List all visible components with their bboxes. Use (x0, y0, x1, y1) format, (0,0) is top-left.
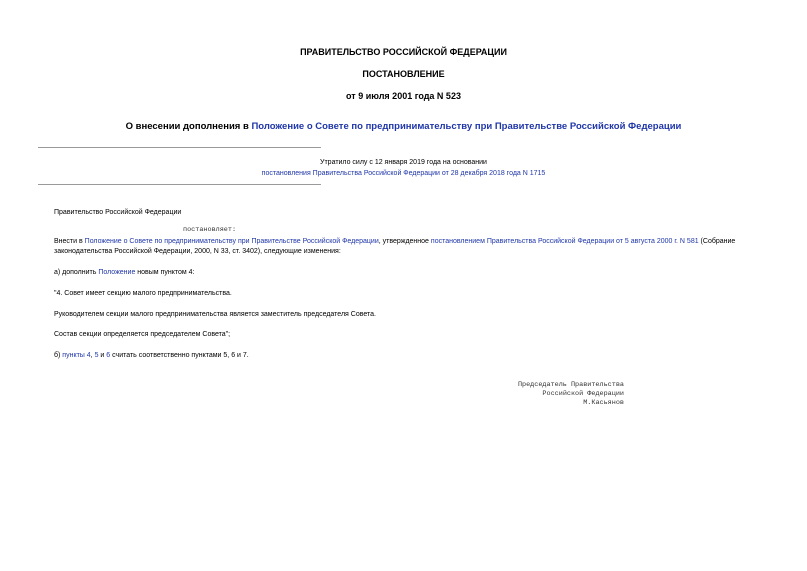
quote-line-3: Состав секции определяется председателем Совета"; (54, 331, 231, 338)
decree-581-link[interactable]: постановлением Правительства Российской Федерации от 5 августа 2000 г. N 581 (430, 238, 699, 245)
signature-position: Председатель Правительства (517, 381, 624, 389)
decree-word: постановляет: (183, 226, 237, 234)
item-a (54, 268, 194, 278)
item-a-regulation-link[interactable]: Положение (98, 269, 136, 276)
repeal-decree-link[interactable]: постановления Правительства Российской Федерации от 28 декабря 2018 года N 1715 (261, 170, 546, 177)
paragraph-1-text-c: (Собрание (698, 238, 736, 245)
item-b-point-6-link[interactable]: 6 (106, 352, 111, 359)
paragraph-1 (54, 237, 735, 247)
paragraph-1-text-a: Внести в (54, 238, 85, 245)
intro-text: Правительство Российской Федерации (54, 209, 182, 216)
quote-line-2: Руководителем секции малого предпринимательства является заместитель председателя Совета. (54, 311, 376, 318)
quote-line-1: "4. Совет имеет секцию малого предпринимательства. (54, 290, 232, 297)
paragraph-1-text-b: , утвержденное (378, 238, 431, 245)
document-date-number: от 9 июля 2001 года N 523 (346, 91, 461, 101)
regulation-link[interactable]: Положение о Совете по предпринимательству при Правительстве Российской Федерации (84, 238, 379, 245)
organization-heading: ПРАВИТЕЛЬСТВО РОССИЙСКОЙ ФЕДЕРАЦИИ (300, 47, 507, 57)
title-prefix: О внесении дополнения в (125, 121, 252, 132)
separator-top (38, 147, 321, 148)
item-b-text-1: б) (54, 352, 63, 359)
item-a-text-2: новым пунктом 4: (135, 269, 195, 276)
item-b-sep-1: , (90, 352, 95, 359)
document-title (0, 121, 807, 132)
title-regulation-link[interactable]: Положение о Совете по предпринимательству при Правительстве Российской Федерации (251, 121, 682, 132)
item-b (54, 351, 249, 361)
item-b-point-5-link[interactable]: 5 (94, 352, 99, 359)
item-a-text-1: а) дополнить (54, 269, 99, 276)
separator-bottom (38, 184, 321, 185)
signature-organization: Российской Федерации (542, 390, 624, 398)
status-note: Утратило силу с 12 января 2019 года на основании (320, 159, 487, 166)
item-b-text-2: считать соответственно пунктами 5, 6 и 7. (110, 352, 249, 359)
paragraph-1-line-2: законодательства Российской Федерации, 2000, N 33, ст. 3402), следующие изменения: (54, 248, 341, 255)
document-type-heading: ПОСТАНОВЛЕНИЕ (362, 69, 445, 79)
status-note-link-line (0, 169, 807, 178)
signature-name: М.Касьянов (583, 399, 624, 407)
item-b-sep-2: и (98, 352, 107, 359)
item-b-point-4-link[interactable]: пункты 4 (62, 352, 91, 359)
